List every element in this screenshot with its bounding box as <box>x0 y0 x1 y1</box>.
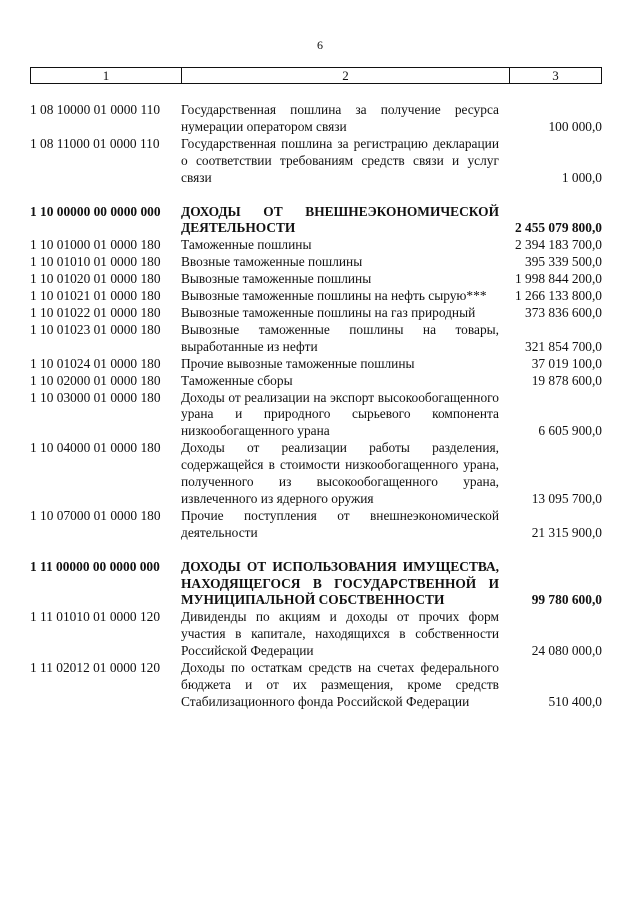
budget-code: 1 11 00000 00 0000 000 <box>30 558 160 574</box>
amount: 2 394 183 700,0 <box>514 237 602 253</box>
table-row <box>30 288 604 305</box>
revenue-name: Доходы от реализации работы разделения, содержащейся в стоимости низкообогащенного урана, полученного из высокообогащенного урана, извлеченного из ядерного оружия <box>181 440 499 506</box>
table-row <box>30 373 604 390</box>
budget-code: 1 10 02000 01 0000 180 <box>30 372 161 388</box>
budget-code: 1 08 11000 01 0000 110 <box>30 135 160 151</box>
amount: 395 339 500,0 <box>525 254 602 270</box>
table-row <box>30 660 604 711</box>
budget-code: 1 10 00000 00 0000 000 <box>30 203 161 219</box>
table-row <box>30 237 604 254</box>
section-heading-row <box>30 559 604 610</box>
amount: 510 400,0 <box>548 693 602 709</box>
amount: 1 998 844 200,0 <box>514 271 602 287</box>
budget-code: 1 08 10000 01 0000 110 <box>30 102 161 117</box>
amount: 99 780 600,0 <box>531 592 602 608</box>
revenue-name: Государственная пошлина за регистрацию декларации о соответствии требованиям средств связи и услуг связи <box>181 135 499 185</box>
amount: 100 000,0 <box>548 118 602 134</box>
revenue-name: Вывозные таможенные пошлины на газ природный <box>181 304 476 320</box>
budget-code: 1 10 03000 01 0000 180 <box>30 389 161 405</box>
section-spacer <box>30 542 604 559</box>
amount: 19 878 600,0 <box>531 372 602 388</box>
revenue-name: Доходы от реализации на экспорт высокообогащенного урана и природного сырьевого компонента низкообогащенного урана <box>181 389 499 439</box>
budget-code: 1 10 01021 01 0000 180 <box>30 288 161 304</box>
revenue-name: Вывозные таможенные пошлины на нефть сырую*** <box>181 288 487 304</box>
table-row <box>30 254 604 271</box>
budget-code: 1 10 04000 01 0000 180 <box>30 440 161 456</box>
table-row <box>30 440 604 508</box>
amount: 13 095 700,0 <box>531 490 602 506</box>
budget-code: 1 10 01020 01 0000 180 <box>30 271 161 287</box>
table-header <box>30 67 602 84</box>
revenue-name: Дивиденды по акциям и доходы от прочих форм участия в капитале, находящихся в собственности Российской Федерации <box>181 609 499 659</box>
section-spacer <box>30 187 604 204</box>
table-row <box>30 390 604 441</box>
amount: 37 019 100,0 <box>531 355 602 371</box>
budget-code: 1 10 01024 01 0000 180 <box>30 355 161 371</box>
budget-code: 1 11 02012 01 0000 120 <box>30 660 161 676</box>
amount: 321 854 700,0 <box>525 338 602 354</box>
revenue-name: Прочие вывозные таможенные пошлины <box>181 355 415 371</box>
revenue-name: Ввозные таможенные пошлины <box>181 254 363 270</box>
revenue-name: ДОХОДЫ ОТ ИСПОЛЬЗОВАНИЯ ИМУЩЕСТВА, НАХОДЯЩЕГОСЯ В ГОСУДАРСТВЕННОЙ И МУНИЦИПАЛЬНОЙ СОБСТВЕННОСТИ <box>181 558 499 608</box>
revenue-name: Доходы по остаткам средств на счетах федерального бюджета и от их размещения, кроме средств Стабилизационного фонда Российской Федерации <box>181 660 499 709</box>
budget-code: 1 10 01000 01 0000 180 <box>30 237 161 253</box>
header-col-1: 1 <box>31 68 182 83</box>
table-row <box>30 271 604 288</box>
section-heading-row <box>30 204 604 238</box>
table-row <box>30 322 604 356</box>
budget-code: 1 10 07000 01 0000 180 <box>30 507 161 523</box>
revenue-name: Таможенные сборы <box>181 372 293 388</box>
budget-code: 1 10 01010 01 0000 180 <box>30 254 161 270</box>
revenue-name: ДОХОДЫ ОТ ВНЕШНЕЭКОНОМИЧЕСКОЙ ДЕЯТЕЛЬНОСТИ <box>181 203 499 236</box>
table-body <box>30 102 604 711</box>
table-row <box>30 609 604 660</box>
amount: 24 080 000,0 <box>531 643 602 659</box>
revenue-name: Вывозные таможенные пошлины <box>181 271 372 287</box>
amount: 21 315 900,0 <box>531 524 602 540</box>
table-row <box>30 508 604 542</box>
revenue-name: Вывозные таможенные пошлины на товары, выработанные из нефти <box>181 321 499 354</box>
revenue-name: Прочие поступления от внешнеэкономической деятельности <box>181 507 499 540</box>
table-row <box>30 356 604 373</box>
page-number: 6 <box>317 38 323 52</box>
header-col-2: 2 <box>182 68 510 83</box>
amount: 2 455 079 800,0 <box>514 220 602 236</box>
revenue-name: Государственная пошлина за получение ресурса нумерации оператором связи <box>181 102 499 134</box>
amount: 373 836 600,0 <box>525 304 602 320</box>
revenue-name: Таможенные пошлины <box>181 237 312 253</box>
budget-code: 1 10 01023 01 0000 180 <box>30 321 161 337</box>
table-row <box>30 102 604 136</box>
budget-code: 1 11 01010 01 0000 120 <box>30 609 161 625</box>
table-row <box>30 136 604 187</box>
amount: 1 000,0 <box>561 169 602 185</box>
table-row <box>30 305 604 322</box>
amount: 1 266 133 800,0 <box>514 288 602 304</box>
header-col-3: 3 <box>552 68 559 83</box>
budget-code: 1 10 01022 01 0000 180 <box>30 304 161 320</box>
amount: 6 605 900,0 <box>538 423 602 439</box>
